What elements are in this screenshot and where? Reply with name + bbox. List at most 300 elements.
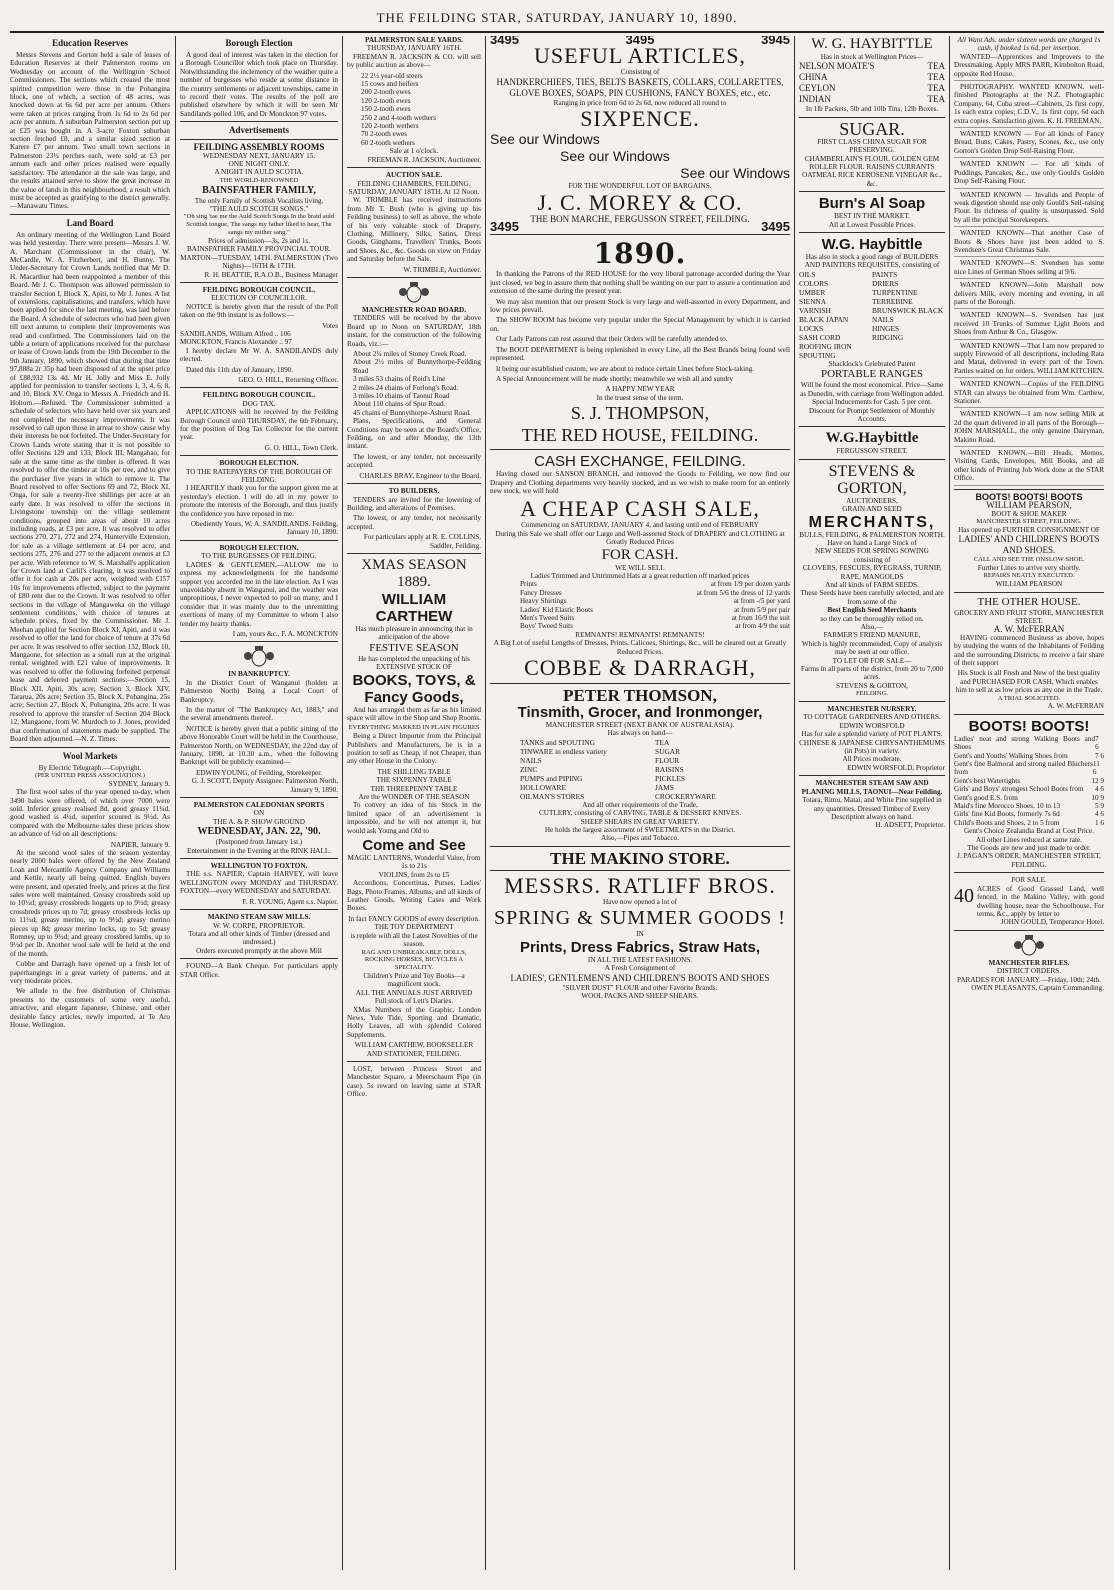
pearson-name: WILLIAM PEARSON, bbox=[986, 500, 1072, 511]
sale-prices-table bbox=[490, 580, 790, 630]
assembly-prices: Prices of admission—3s, 2s and 1s. bbox=[207, 236, 311, 245]
goods-right-list bbox=[655, 738, 790, 801]
have-on-hand: Have on hand a Large Stock of bbox=[827, 538, 917, 547]
want-ad: WANTED KNOWN — For all kinds of Fancy Bread, Buns, Cakes, Pastry, Scones, &c., use only Gorton's Golden Drop Self-Raising Flour. bbox=[954, 130, 1104, 158]
auction-place: FEILDING CHAMBERS, FEILDING. bbox=[357, 179, 471, 188]
list-item: SPOUTING bbox=[799, 350, 836, 360]
column-2 bbox=[180, 36, 338, 1570]
red-house-boot: The BOOT DEPARTMENT is being replenished in every Line, all the Best Brands being found well represented. bbox=[490, 345, 790, 363]
pearson-opened: Has opened up FURTHER CONSIGNMENT OF bbox=[958, 525, 1100, 534]
haybittle-2-text: Has also in stock a good range of BUILDERS AND PAINTERS REQUISITES, consisting of bbox=[804, 253, 940, 270]
mcferran-fresh: His Stock is all Fresh and New of the best quality and PURCHASED FOR CASH, Which enables him to sell at as low prices as any one in the Trade. bbox=[955, 669, 1103, 695]
ratepayers-title: BOROUGH ELECTION. bbox=[219, 459, 299, 468]
paints-right-list bbox=[872, 270, 945, 360]
rifles-title: MANCHESTER RIFLES. bbox=[988, 958, 1070, 967]
list-item: OILMAN'S STORES bbox=[520, 791, 585, 801]
list-item: PAINTS bbox=[872, 269, 898, 279]
haybittle-stock: Has in stock at Wellington Prices— bbox=[820, 53, 924, 61]
list-item: PICKLES bbox=[655, 773, 685, 783]
sale-yards-title: PALMERSTON SALE YARDS. bbox=[364, 36, 464, 44]
want-ad: WANTED—Apprentices and Improvers to the Dressmaking. Apply MRS PARR, Kimbolton Road, opposite Red House. bbox=[954, 53, 1104, 81]
sixpence: SIXPENCE. bbox=[580, 106, 700, 132]
list-item: 120 2-tooth wethers bbox=[361, 122, 419, 131]
magic-lanterns: MAGIC LANTERNS, Wonderful Value, from 1s to 21s bbox=[347, 854, 481, 871]
latest-fashions: IN ALL THE LATEST FASHIONS. bbox=[587, 955, 693, 964]
list-item: 250 2 and 4-tooth wethers bbox=[361, 113, 437, 122]
arranged: And has arranged them as far as his limited space will allow in the Shop and Shop Rooms. bbox=[347, 705, 481, 722]
trial-solicited: A TRIAL SOLICITED. bbox=[997, 694, 1061, 702]
land-board-title: Land Board bbox=[66, 217, 114, 228]
caledonian-postponed: (Postponed from January 1st.) bbox=[215, 838, 303, 847]
dog-sub: DOG TAX. bbox=[242, 399, 276, 408]
price-row bbox=[954, 819, 1104, 827]
always-on-hand: Has always on hand— bbox=[607, 729, 673, 738]
list-item: 2 miles 24 chains of Forlong's Road. bbox=[353, 383, 459, 392]
dog-title: FEILDING BOROUGH COUNCIL. bbox=[202, 391, 316, 400]
wonderful-lot: FOR THE WONDERFUL LOT OF BARGAINS. bbox=[568, 182, 712, 191]
builders-title: TO BUILDERS. bbox=[388, 487, 440, 496]
xmas-numbers: XMas Numbers of the Graphic, London News, Yule Tide, Sporting and Dramatic, Holly Leaves, all with splendid Colored Supplements. bbox=[347, 1005, 481, 1039]
violins: VIOLINS, from 2s to £5 bbox=[378, 870, 450, 879]
sale-items-list bbox=[347, 72, 481, 148]
cobbe-note: Cobbe and Darragh have opened up a fresh lot of paperhangings in a great variety of patterns, and at very moderate prices. bbox=[10, 960, 170, 986]
boots-head: BOOTS! BOOTS! BOOTS bbox=[975, 491, 1083, 502]
want-ad: WANTED KNOWN—That I am now prepared to supply Firewood of all descriptions, including Rata and Matai, delivered in every part of the Town. Parties waited on for orders. WILLIAM KITCHEN. bbox=[954, 342, 1104, 379]
sale-row-cell: Prints bbox=[520, 580, 537, 589]
num-right: 3945 bbox=[761, 36, 790, 47]
carthew-intro: Has much pleasure in announcing that in anticipation of the above bbox=[355, 624, 473, 642]
tea-row-cell: TEA bbox=[927, 61, 945, 72]
list-item: NAILS bbox=[520, 755, 542, 765]
tea-packets: In 1lb Packets, 5lb and 10lb Tins, 12lb Boxes. bbox=[805, 105, 939, 114]
also-label: Also,— bbox=[860, 623, 884, 631]
nursery-sub: TO COTTAGE GARDENERS AND OTHERS. bbox=[803, 713, 941, 722]
red-house-thank: In thanking the Patrons of the RED HOUSE for the very liberal patronage accorded during the Year just closed, we beg to assure them that nothing shall be wanting on our part to assure a continuation and extension of the same during the present year. bbox=[490, 270, 790, 296]
reduced: All other Lines reduced at same rate. bbox=[976, 835, 1082, 844]
list-item: 70 2-tooth ewes bbox=[361, 130, 407, 139]
morey-title: J. C. MOREY & CO. bbox=[537, 189, 743, 215]
sale-row bbox=[520, 597, 790, 605]
worsfold-text: Has for sale a splendid variety of POT PLANTS. bbox=[801, 730, 943, 739]
cutlery: CUTLERY, consisting of CARVING, TABLE & DESSERT KNIVES. bbox=[538, 809, 742, 818]
importer: Being a Direct Importer from the Principal Publishers and Manufacturers, he is in a position to sell as Cheap, if not Cheaper, than any other House in the Colony. bbox=[347, 732, 481, 766]
burns-soap: Burn's Al Soap bbox=[818, 195, 926, 213]
list-item: BRUNSWICK BLACK bbox=[872, 305, 944, 315]
makino-store: THE MAKINO STORE. bbox=[550, 848, 730, 868]
council-votes-label: Votes bbox=[322, 321, 338, 330]
acres-ad bbox=[954, 885, 1104, 919]
tea-row bbox=[799, 61, 945, 72]
num-bottom-right: 3495 bbox=[761, 219, 790, 235]
education-title: Education Reserves bbox=[52, 38, 128, 48]
dog-sign: G. O. HILL, Town Clerk. bbox=[264, 443, 338, 452]
xmas-note: We allude to the free distribution of Christmas presents to the customers of some very useful, attractive, and elegant Japanese, Chinese, and other desirable fancy articles, newly imported, at Te Aro House, Wellington. bbox=[10, 987, 170, 1030]
for-sale: FOR SALE. bbox=[1011, 876, 1047, 885]
toy-text: is replete with all the Latest Novelties of the season. bbox=[350, 931, 478, 949]
wool-dateline-2: NAPIER, January 9. bbox=[110, 840, 170, 849]
list-item: RIDGING bbox=[872, 332, 904, 342]
sale-row-cell: Ladies' Kid Elastic Boots bbox=[520, 605, 593, 614]
assembly-world: THE WORLD-RENOWNED bbox=[219, 176, 299, 184]
careful-selected: These Seeds have been carefully selected, and are from some of the bbox=[800, 589, 944, 606]
auction-text: W. TRIMBLE has received instructions from Mr T. Bush (who is giving up his Feilding business) to sell as above, the whole of his very valuable stock of Drapery, Clothing, Millinery, Silks, Satins, Dress Goods, Ginghams, Travellers' Trunks, Boots and Shoes, &c., &c. Goods on view on Friday and Saturday before the Sale. bbox=[347, 196, 481, 264]
red-house-announce: A Special Announcement will be made shortly; meanwhile we wish all and sundry bbox=[496, 374, 734, 383]
list-item: 60 2-tooth wethers bbox=[361, 138, 415, 147]
dog-text: APPLICATIONS will be received by the Feilding Borough Council until THURSDAY, the 6th February, for the position of Dog Tax Collector for the current year. bbox=[180, 408, 338, 442]
nursery-title: MANCHESTER NURSERY. bbox=[827, 705, 917, 714]
price-row bbox=[954, 810, 1104, 818]
highly-recommended: Which is highly recommended. Copy of analysis may be seen at our office. bbox=[801, 639, 943, 657]
red-house-title: THE RED HOUSE, FEILDING. bbox=[521, 425, 759, 446]
paints-list bbox=[799, 270, 945, 360]
bankruptcy-court: In the District Court of Wanganui (holden at Palmerston North) Being a Local Court of Bankruptcy. bbox=[180, 678, 338, 704]
column-3 bbox=[347, 36, 481, 1570]
advertisements-title: Advertisements bbox=[229, 125, 289, 136]
seeds-consisting: consisting of bbox=[853, 555, 891, 564]
road-board-plans: Plans, Specifications, and General Conditions may be seen at the Board's Office, Feilding, on and after Monday, the 13th instant. bbox=[347, 417, 481, 451]
goods-new: The Goods are new and just made to order. bbox=[967, 844, 1091, 853]
builders-apply: For particulars apply at R. E. COLLINS, Saddler, Feilding. bbox=[363, 533, 481, 550]
assembly-family: BAINSFATHER FAMILY, bbox=[202, 184, 316, 196]
road-board-title: MANCHESTER ROAD BOARD. bbox=[361, 305, 467, 314]
land-board-text: An ordinary meeting of the Wellington Land Board was held yesterday. There were present—Messrs J. W. A. Marchant (Commissioner in the chair), W. McCardle, W. A. Fitzherbert, and H. Bunny. The Under-Secretary for Crown Lands notified that Mr D. H. Macarthur had been reappointed a member of this Board. Mr J. C. Thompson was allowed permission to transfer Section I, Block X, Apiti, to Mr J. Jones. A list of extensions, capitalisations, and transfers, which have been applied for since the last meeting, was laid before the Board. A schedule of selectors who had been given till next autumn to complete their improvements was read and confirmed. The Commissioners laid on the table a return of applications received for the purchase or lease of Crown lands from the 19th December to the 9th January, 1890, which showed that during that time 97,888a 2r 35p had been disposed of at the upset price of £88,932 13s 4d. Mr H. Jolly and Miss E. Jolly applied for permission to transfer sections 1, 3, 4, 6, 8, and 10, Block XV, Onga to Messrs A. Friedrich and H. Holtorn.—Refused. The Commissioner submitted a schedule of selectors who have held over six years and not completed the necessary improvements. It was resolved to call upon those in arrear to show cause why their interests be not forfeited. The Under-Secretary for Crown Lands wrote stating that it is not possible to offer Sections 129 and 133, Block III, Mangahao, for sale at the same time as the timber is offered. It was resolved to offer the timber at 10s per tree, and to give the purchaser five years in which to remove it. The Board resolved to offer Sections 69 and 72, Block XI, Onga, for sale a twenty-five shillings per acre at an early date. It was resolved to offer the sections in Livingstone township on the village settlement conditions, grouped into areas of about 10 acres including roads, at £3 per acre. It was resolved to offer sections 270, 271, 272 and 274, Hunterville Extension, for sale as a village settlement at £4 per acre, and sections 275, 276 and 277 to the adjacent owners at £3 per acre. With reference to W. S. Marshall's application for Crown land at Carlil's clearing, it was resolved to offer it for cash at 20s per acre, weighted with £157 10s for improvements effected, subject to the payment of £80 rent due to the Crown. It was resolved to offer sections in the village of Mangaweka on the village settlement conditions, with choice of tenures at schedule prices, fixed by the Commissioner. Mr J. Meehan applied for Section Block XI, Apiti, and it was resolved to offer the land for choice of tenure at 37s 6d per acre. It was resolved to offer section 132, Block 10, Mangaone, for selection as a small run at the original rental, weighted with £21 value of improvements. It was resolved to offer the following forfeited perpetual lease and deferred payment sections:—Section 15, Block XII, Apiti, 30s acre; Section 3, Block XIV, Tararua, 20s acre; Section 35, Block X, Pohangina, 25s acre; Section 27, Block X, Pohangina, 20s acre. It was resolved to approve the transfer of Section 204 Block 12, Mangaone, from W. Murdoch to J. Jones, provided that confirmation of statements made be supplied. The Board then adjourned.—N. Z. Times. bbox=[10, 230, 170, 744]
want-ad: PHOTOGRAPHY. WANTED KNOWN, well-finished Photographs at the N.Z. Photographic Company, 64, Cuba street—Cabinets, 2s first copy, 1s each extra copies; C.D.V., 1s first copy, 6d each extra copies. Satisfaction given. K. H. FREEMAN. bbox=[954, 83, 1104, 128]
royal-crest-icon bbox=[394, 281, 434, 303]
want-ad: WANTED KNOWN—Copies of the FEILDING STAR can always be obtained from Wm. Carthew, Stationer. bbox=[954, 380, 1104, 408]
list-item: LOCKS bbox=[799, 323, 824, 333]
price-row-cell: Girls' fine Kid Boots, formerly 7s 6d bbox=[954, 810, 1060, 819]
assembly-manager: R. H. BEATTIE, R.A.O.B., Business Manager bbox=[204, 270, 338, 279]
price-row-cell: Gent's best Watertights bbox=[954, 776, 1021, 785]
see-windows-1: See our Windows bbox=[490, 131, 600, 148]
ladies-hats: Ladies Trimmed and Untrimmed Hats at a great reduction off marked prices bbox=[530, 571, 750, 580]
council-dated: Dated this 11th day of January, 1890. bbox=[186, 365, 294, 374]
parades: PARADES FOR JANUARY.—Friday, 10th; 24th. bbox=[957, 975, 1101, 984]
masthead: THE FEILDING STAR, SATURDAY, JANUARY 10, 1890. bbox=[10, 10, 1104, 33]
auctioneers: AUCTIONEERS, bbox=[846, 496, 898, 505]
want-ads-list bbox=[954, 53, 1104, 486]
sale-yards-time: Sale at 1 o'clock. bbox=[389, 147, 439, 156]
list-item: 22 2½ year-old steers bbox=[361, 71, 423, 80]
list-item: HINGES bbox=[872, 323, 900, 333]
list-item: 3 miles 53 chains of Reid's Line bbox=[353, 375, 446, 384]
sale-row bbox=[520, 580, 790, 588]
flour-list: CHAMBERLAIN'S FLOUR, GOLDEN GEM ROLLER FLOUR. RAISINS CURRANTS OATMEAL RICE KEROSENE VINEGAR &c., &c. bbox=[802, 154, 942, 188]
list-item: ROOFING IRON bbox=[799, 341, 852, 351]
list-item: BLACK JAPAN bbox=[799, 314, 849, 324]
portable-ranges: PORTABLE RANGES bbox=[820, 368, 924, 381]
pagan-order: J. PAGAN'S ORDER, MANCHESTER STREET, FEILDING. bbox=[957, 852, 1101, 869]
want-ad: WANTED KNOWN—John Marshall now delivers Milk, every morning and evening, in all parts of the Borough. bbox=[954, 281, 1104, 309]
price-row-cell: 5 9 bbox=[1095, 802, 1104, 811]
caledonian-ground: THE A. & P. SHOW GROUND bbox=[213, 817, 305, 826]
fancy-goods: Fancy Goods, bbox=[364, 688, 464, 706]
seeds-list: CLOVERS, FESCUES, RYEGRASS, TURNIP, RAPE, MANGOLDS bbox=[802, 564, 942, 581]
tea-list bbox=[799, 61, 945, 105]
threepenny-table: THE THREEPENNY TABLE bbox=[370, 784, 458, 793]
boot-prices-list bbox=[954, 735, 1104, 827]
wool-packs: WOOL PACKS AND SHEEP SHEARS. bbox=[581, 991, 699, 1000]
cash-exchange-title: CASH EXCHANGE, FEILDING. bbox=[534, 453, 746, 471]
price-row bbox=[954, 802, 1104, 810]
list-item: SUGAR bbox=[655, 746, 681, 756]
tea-row-cell: TEA bbox=[927, 83, 945, 94]
red-house-mention: We may also mention that our present Stock is very large and well-assorted in every Department, and low prices prevail. bbox=[490, 297, 790, 315]
ranging: Ranging in price from 6d to 2s 6d, now reduced all round to bbox=[553, 98, 727, 107]
new-seeds: NEW SEEDS FOR SPRING SOWING bbox=[815, 547, 929, 556]
goods-left-list bbox=[520, 738, 655, 801]
price-row-cell: 12 9 bbox=[1091, 776, 1104, 785]
council-sign: GEO. O. HILL, Returning Officer. bbox=[238, 375, 338, 384]
price-row-cell: 10 9 bbox=[1091, 793, 1104, 802]
red-house-orders: Our Lady Patrons can rest assured that their Orders will be carefully attended to. bbox=[496, 335, 728, 344]
caledonian-date: WEDNESDAY, JAN. 22, '90. bbox=[197, 826, 321, 838]
gould-sign: JOHN GOULD, Temperance Hotel. bbox=[1000, 918, 1104, 927]
price-row-cell: 7 6 bbox=[1095, 734, 1099, 752]
list-item: UMBER bbox=[799, 287, 826, 297]
columns bbox=[10, 36, 1104, 1570]
tea-row-cell: TEA bbox=[927, 72, 945, 83]
red-house-custom: It being our established custom, we are about to reduce certain Lines before Stock-taking. bbox=[496, 364, 755, 373]
list-item: 120 2-tooth ewes bbox=[361, 96, 411, 105]
ratepayers-sub: TO THE RATEPAYERS OF THE BOROUGH OF FEILDING. bbox=[185, 467, 333, 485]
bankruptcy-title: IN BANKRUPTCY. bbox=[228, 670, 290, 679]
sale-row bbox=[520, 589, 790, 597]
sixpenny-table: THE SIXPENNY TABLE bbox=[376, 776, 452, 785]
builders-text: TENDERS are invited for the lowering of Building, and alterations of Premises. bbox=[347, 495, 481, 512]
bankruptcy-text: NOTICE is hereby given that a public sitting of the above Honorable Court will be held in the Courthouse, Palmerston North, on WEDNESDAY, the 22nd day of January, 1890, at 10.30 a.m., when the following Bankrupt will be publicly examined— bbox=[180, 724, 338, 767]
list-item: 200 2-tooth ewes bbox=[361, 88, 411, 97]
completed: He has completed the unpacking of his EXTENSIVE STOCK OF bbox=[358, 654, 470, 672]
list-item: TURPENTINE bbox=[872, 287, 918, 297]
sale-row-cell: at from 5/6 the dress of 12 yards bbox=[696, 588, 790, 597]
list-item: CROCKERYWARE bbox=[655, 791, 716, 801]
caledonian-evening: Entertainment in the Evening at the RINK HALL. bbox=[186, 846, 332, 855]
assembly-scotia: A NIGHT IN AULD SCOTIA. bbox=[214, 168, 304, 177]
pearson-ladies: LADIES' AND CHILDREN'S BOOTS AND SHOES. bbox=[958, 534, 1100, 556]
price-row bbox=[954, 785, 1104, 793]
want-ad: WANTED KNOWN — For all kinds of Puddings, Pancakes, &c., use only Gould's Golden Drop Self-Raising Flour. bbox=[954, 160, 1104, 188]
sale-row bbox=[520, 614, 790, 622]
wool-assoc: (PER UNITED PRESS ASSOCIATION.) bbox=[35, 771, 145, 779]
number-row-bottom bbox=[490, 219, 790, 235]
num-left: 3495 bbox=[490, 36, 519, 47]
owen-sign: OWEN PLEASANTS, Captain Commanding. bbox=[971, 983, 1104, 992]
mcferran-text: HAVING commenced Business as above, hopes by studying the wants of the Inhabitants of Feilding and the surrounding Districts, to receive a fair share of their support bbox=[954, 633, 1104, 667]
see-windows-2: See our Windows bbox=[560, 148, 670, 165]
happy-new-year: A HAPPY NEW YEAR bbox=[605, 385, 675, 394]
rag-dolls: RAG AND UNBREAKABLE DOLLS, ROCKING HORSES, BICYCLES A SPECIALITY. bbox=[361, 948, 467, 972]
thomson-goods bbox=[490, 738, 790, 801]
ratliff-bros: MESSRS. RATLIFF BROS. bbox=[504, 872, 776, 898]
boots-boots: BOOTS! BOOTS! bbox=[968, 717, 1090, 735]
saw-mill-text: Totara, Rimu, Matai, and White Pine supplied in any quantities. Dressed Timber of Every Description always on hand. bbox=[802, 796, 942, 821]
sale-row-cell: Heavy Shirtings bbox=[520, 597, 567, 606]
grocery-store: GROCERY AND FRUIT STORE, MANCHESTER STREET. bbox=[954, 608, 1104, 625]
caledonian-title: PALMERSTON CALEDONIAN SPORTS bbox=[193, 801, 325, 810]
list-item: JAMS bbox=[655, 782, 674, 792]
list-item: About 2¼ miles of Stoney Creek Road. bbox=[353, 350, 467, 358]
sale-row-cell: Men's Tweed Suits bbox=[520, 614, 575, 622]
red-house-showroom: The SHOW ROOM has become very popular under the Special Management by which it is carried on. bbox=[490, 316, 790, 333]
list-item: 150 2-tooth ewes bbox=[361, 105, 411, 114]
all-other: And all other requirements of the Trade, bbox=[582, 800, 698, 809]
haybittle-3: W.G.Haybittle bbox=[825, 430, 919, 447]
column-4 bbox=[490, 36, 790, 1570]
borough-election-text: A good deal of interest was taken in the election for a Borough Councillor which took place on Thursday. Notwithstanding the inclemency of the weather quite a number of burgesses who reside at some distance in the country settlements or adjacent townships, came in to record their votes. The results of the poll are published elsewhere by which it will be seen Mr Sandilands polled 106, and Dr Monckton 97 votes. bbox=[180, 51, 338, 118]
list-item: OILS bbox=[799, 269, 816, 279]
ratepayers-sign: Obediently Yours, W. A. SANDILANDS. Feilding, January 10, 1890. bbox=[190, 520, 338, 537]
further-lines: Further Lines to arrive very shortly. bbox=[977, 563, 1081, 572]
price-row-cell: 11 6 bbox=[1092, 760, 1100, 777]
bankruptcy-matter: In the matter of "The Bankruptcy Act, 1883," and the several amendments thereof. bbox=[180, 705, 338, 723]
sugar-title: SUGAR. bbox=[839, 118, 905, 139]
prints-fabrics: Prints, Dress Fabrics, Straw Hats, bbox=[519, 938, 761, 956]
foxton-text: THE s.s. NAPIER, Captain HARVEY, will leave WELLINGTON every MONDAY and THURSDAY. FOXTON—every WEDNESDAY and SATURDAY. bbox=[180, 870, 338, 896]
assembly-head: FEILDING ASSEMBLY ROOMS bbox=[193, 142, 325, 153]
commencing: Commencing on SATURDAY, JANUARY 4, and lasting until end of FEBRUARY bbox=[521, 521, 759, 530]
list-item: TEA bbox=[655, 737, 670, 747]
prize-books: Children's Prize and Toy Books—a magnificent stock. bbox=[363, 971, 465, 989]
want-ad: WANTED KNOWN—S. Svendsen has just received 10 Trunks of Summer Light Boots and Shoes from Arthur & Co., Glasgow. bbox=[954, 311, 1104, 339]
want-ad: WANTED KNOWN.—Bill Heads, Memos, Visiting Cards, Envelopes, Mill Books, and all other kinds of Printing Job Work done at the STAR Office. bbox=[954, 449, 1104, 486]
burgesses-sub: TO THE BURGESSES OF FEILDING. bbox=[201, 552, 317, 561]
makino-mill-title: MAKINO STEAM SAW MILLS. bbox=[207, 913, 311, 922]
sale-yards-sign: FREEMAN R. JACKSON, Auctioneer. bbox=[367, 155, 481, 164]
sale-row-cell: at from 4/9 the suit bbox=[735, 622, 790, 631]
saw-mill-title: MANCHESTER STEAM SAW AND PLANING MILLS, TAONUI—Near Feilding. bbox=[801, 779, 943, 796]
list-item: ZINC bbox=[520, 764, 538, 774]
price-row bbox=[954, 735, 1104, 752]
found-notice: FOUND—A Bank Cheque. For particulars apply STAR Office. bbox=[180, 962, 338, 979]
district-orders: DISTRICT ORDERS. bbox=[996, 967, 1062, 976]
list-item: 3 miles 10 chains of Taonui Road bbox=[353, 392, 450, 401]
price-row bbox=[954, 794, 1104, 802]
see-windows-3: See our Windows bbox=[680, 165, 790, 182]
carthew-sign: WILLIAM CARTHEW, BOOKSELLER AND STATIONER, FEILDING. bbox=[354, 1041, 474, 1058]
onslow-shoe: CALL AND SEE THE ONSLOW SHOE. bbox=[973, 556, 1085, 564]
road-items-list bbox=[347, 350, 481, 417]
sale-row bbox=[520, 622, 790, 630]
mcferran-sign: A. W. McFERRAN bbox=[1047, 702, 1104, 711]
price-row-cell: 4 6 bbox=[1095, 785, 1104, 794]
convey: To convey an idea of his Stock in the limited space of an advertisement is impossible, and he will not attempt it, but would ask Young and Old to bbox=[347, 801, 481, 835]
newspaper-page bbox=[10, 10, 1104, 1570]
builders-lowest: The lowest, or any tender, not necessarily accepted. bbox=[347, 514, 481, 531]
wool-byline: By Electric Telegraph.—Copyright. bbox=[38, 763, 142, 772]
cash-exchange-text: Having closed our SANSON BRANCH, and removed the Goods to Feilding, we now find our Drapery and Clothing departments very heavily stocked, and as we wish to make room for an entirely new stock, we will hold bbox=[490, 470, 790, 495]
paints-left-list bbox=[799, 270, 872, 360]
bulls-feilding: BULLS, FEILDING, & PALMERSTON NORTH. bbox=[799, 530, 945, 539]
assembly-date: WEDNESDAY NEXT, JANUARY 15. bbox=[202, 151, 316, 160]
sale-row-cell: Fancy Dresses bbox=[520, 588, 562, 597]
auction-sign: W. TRIMBLE, Auctioneer. bbox=[403, 265, 481, 274]
tea-row bbox=[799, 94, 945, 105]
wool-text-2: At the second wool sales of the season yesterday nearly 2000 bales were offered by the New Zealand Loan and Mercantile Agency Company and Williams and Kettle, nearly all being quitted. English buyers were present, and operated freely, and prices at the first sales were well maintained. Greasy crossbreds sold up to 10½d; greasy crossbreds hoggets up to 9½d; greasy crossbreds prices up to 7d; greasy crossbreds locks up to 11½d; greasy merino, up to 9½d; greasy merino pieces up 8d; greasy merino locks, up to 5d; greasy Romney, up to 9½d; and greasy crossbred lambs, up to 9½d per lb. Another wool sale will be held at the end of the month. bbox=[10, 848, 170, 958]
haybittle-2: W.G. Haybittle bbox=[821, 236, 923, 254]
best-merchants: Best English Seed Merchants bbox=[827, 606, 917, 615]
list-item: TERREBINE bbox=[872, 296, 913, 306]
sale-yards-text: FREEMAN R. JACKSON & CO. will sell by public auction as above— bbox=[347, 52, 481, 70]
sugar-sub: FIRST CLASS CHINA SUGAR FOR PRESERVING. bbox=[817, 137, 927, 155]
burgesses-sign: I am, yours &c., F. A. MONCKTON bbox=[232, 629, 338, 638]
list-item: PUMPS and PIPING bbox=[520, 773, 583, 783]
price-row-cell: Gent's and Youths' Walking Shoes from bbox=[954, 751, 1068, 760]
sale-row-cell: at from 16/9 the suit bbox=[731, 614, 790, 622]
list-item: About 110 chains of Spur Road. bbox=[353, 400, 446, 409]
wool-text-1: The first wool sales of the year opened to-day, when 3490 bales were offered, of which over 7000 were sold. Inferior greasy realised 8d, good greasy 11¼d, good washed is 4¼d, superior scoured is 9½d. As compared with the Melbourne sales these prices show an advance of ¼d on all descriptions. bbox=[10, 788, 170, 839]
mcferran-name: A. W. McFERRAN bbox=[993, 624, 1065, 635]
road-board-lowest: The lowest, or any tender, not necessarily accepted. bbox=[347, 452, 481, 470]
price-row-cell: Ladies' neat and strong Walking Boots and Shoes bbox=[954, 734, 1096, 752]
assembly-night: ONE NIGHT ONLY. bbox=[228, 160, 290, 169]
want-ad: WANTED KNOWN—I am now selling Milk at 2d the quart delivered in all parts of the Borough—JOHN MARSHALL, the only genuine Dairyman, Makino Road. bbox=[954, 410, 1104, 447]
ratepayers-text: I HEARTILY thank you for the support given me at yesterday's election. I will do all in my power to promote the interests of the Borough, and thus justify the confidence you have reposed in me. bbox=[180, 484, 338, 518]
wool-title: Wool Markets bbox=[62, 750, 118, 761]
council-declare: I hereby declare Mr W. A. SANDILANDS duly elected. bbox=[180, 346, 338, 364]
list-item: 45 chains of Bunnythorpe-Ashurst Road. bbox=[353, 408, 471, 417]
thompson-name: S. J. THOMPSON, bbox=[570, 403, 710, 424]
list-item: TINWARE in endless variety bbox=[520, 746, 607, 756]
merchants: MERCHANTS, bbox=[808, 513, 936, 531]
marked: EVERYTHING MARKED IN PLAIN FIGURES bbox=[348, 724, 480, 732]
in-fact: In fact FANCY GOODS of every description. bbox=[348, 914, 480, 923]
tea-row-cell: INDIAN bbox=[799, 94, 831, 105]
bankruptcy-sign: G. J. SCOTT, Deputy Assignee. Palmerston North, January 9, 1890. bbox=[191, 777, 338, 794]
auction-title: AUCTION SALE. bbox=[385, 171, 443, 180]
pearson-street: MANCHESTER STREET, FEILDING. bbox=[976, 517, 1082, 525]
other-house: THE OTHER HOUSE. bbox=[977, 595, 1081, 608]
fergusson-street: FERGUSSON STREET. bbox=[836, 447, 908, 456]
council-candidate-1: SANDILANDS, William Alfred .. 106 bbox=[180, 329, 291, 338]
council-title: FEILDING BOROUGH COUNCIL. bbox=[202, 285, 316, 294]
royal-crest-icon bbox=[1009, 934, 1049, 956]
price-row-cell: Gent's fine Balmoral and strong nailed Bluchers from bbox=[954, 760, 1093, 777]
foxton-title: WELLINGTON TO FOXTON. bbox=[210, 862, 308, 871]
list-item: FLOUR bbox=[655, 755, 680, 765]
price-row-cell: Girls' and Boys' strongest School Boots from bbox=[954, 785, 1084, 794]
want-ads-intro: All Want Ads. under sixteen words are charged 1s cash, if booked 1s 6d, per insertion. bbox=[957, 36, 1101, 53]
sg-feilding: FEILDING. bbox=[855, 690, 889, 698]
sale-yards-date: THURSDAY, JANUARY 16TH. bbox=[366, 44, 462, 53]
to-let: TO LET OR FOR SALE— bbox=[832, 656, 912, 665]
tea-row-cell: CEYLON bbox=[799, 83, 836, 94]
tea-row-cell: TEA bbox=[927, 94, 945, 105]
shilling-table: THE SHILLING TABLE bbox=[377, 767, 451, 776]
price-row-cell: 1 6 bbox=[1095, 818, 1104, 827]
want-ad: WANTED KNOWN—S. Svendsen has some nice Lines of German Shoes selling at 9/6. bbox=[954, 259, 1104, 279]
lost-notice: LOST, between Princess Street and Manchester Square, a Meerschaum Pipe (in case). 5s reward on leaving same at STAR Office. bbox=[347, 1064, 481, 1099]
articles-list: HANDKERCHIEFS, TIES, BELTS BASKETS, COLLARS, COLLARETTES, GLOVE BOXES, SOAPS, PIN CUSHIONS, FANCY BOXES, etc., etc. bbox=[496, 76, 784, 98]
in-label: IN bbox=[636, 930, 644, 939]
worsfold-sign: EDWIN WORSFOLD, Proprietor bbox=[847, 763, 945, 772]
during-sale: During this Sale we shall offer our Large and Well-assorted Stock of DRAPERY and CLOTHING at Greatly Reduced Prices bbox=[495, 529, 785, 547]
makino-mill-text: Totara and all other kinds of Timber (dressed and undressed.) bbox=[188, 929, 330, 947]
peter-thomson: PETER THOMSON, bbox=[563, 686, 717, 706]
sale-row-cell: at from 1/9 per dozen yards bbox=[710, 580, 790, 589]
fresh-consignment: A Fresh Consignment of bbox=[604, 964, 676, 973]
burns-price: All at Lowest Possible Prices. bbox=[828, 220, 916, 229]
sg-sign: STEVENS & GORTON, bbox=[836, 681, 908, 690]
grain-seed: GRAIN AND SEED bbox=[842, 505, 902, 514]
assembly-songs: "THE AULD SCOTCH SONGS." bbox=[209, 205, 309, 214]
assembly-tour: BAINSFATHER FAMILY PROVINCIAL TOUR. bbox=[187, 245, 331, 254]
year-1890: 1890. bbox=[593, 237, 687, 271]
stevens-gorton: STEVENS & GORTON, bbox=[828, 462, 916, 497]
caledonian-on: ON bbox=[253, 809, 265, 818]
tea-row-cell: CHINA bbox=[799, 72, 828, 83]
price-row bbox=[954, 777, 1104, 785]
